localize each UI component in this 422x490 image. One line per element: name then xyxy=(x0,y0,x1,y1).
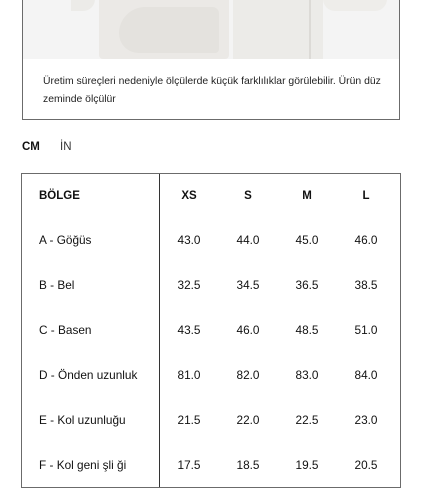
value-cell: 44.0 xyxy=(236,233,260,247)
product-image xyxy=(23,0,399,59)
unit-in-option[interactable]: İN xyxy=(60,141,72,153)
region-label xyxy=(39,230,91,250)
region-label xyxy=(39,275,74,295)
value-cell: 18.5 xyxy=(236,458,260,472)
region-letter: F xyxy=(39,458,47,472)
region-letter: A xyxy=(39,233,47,247)
table-row xyxy=(22,365,400,385)
region-label xyxy=(39,365,137,385)
value-cell: 22.5 xyxy=(295,413,319,427)
table-header-row xyxy=(22,186,400,206)
size-notice-panel xyxy=(22,0,400,120)
size-header-l: L xyxy=(362,190,370,202)
value-cell: 81.0 xyxy=(177,368,201,382)
value-cell: 43.5 xyxy=(177,323,201,337)
size-chart-table xyxy=(21,173,401,488)
value-cell: 20.5 xyxy=(354,458,378,472)
region-name: - Basen xyxy=(47,323,92,337)
value-cell: 83.0 xyxy=(295,368,319,382)
value-cell: 46.0 xyxy=(354,233,378,247)
table-row xyxy=(22,230,400,250)
region-name: - Kol geni şli ği xyxy=(46,458,127,472)
region-label xyxy=(39,410,126,430)
table-row xyxy=(22,320,400,340)
value-cell: 19.5 xyxy=(295,458,319,472)
table-row xyxy=(22,455,400,475)
measurement-notice-text: Üretim süreçleri nedeniyle ölçülerde küçük farklılıklar görülebilir. Ürün düz zeminde ölçülür xyxy=(43,76,381,105)
value-cell: 17.5 xyxy=(177,458,201,472)
size-header-m: M xyxy=(302,190,312,202)
garment-edge-shape xyxy=(323,0,387,11)
region-letter: D xyxy=(39,368,48,382)
size-header-s: S xyxy=(244,190,252,202)
region-header: BÖLGE xyxy=(39,190,80,202)
region-name: - Göğüs xyxy=(46,233,92,247)
value-cell: 82.0 xyxy=(236,368,260,382)
region-label xyxy=(39,455,126,475)
unit-cm-option[interactable]: CM xyxy=(22,141,40,153)
value-cell: 46.0 xyxy=(236,323,260,337)
value-cell: 43.0 xyxy=(177,233,201,247)
garment-sleeve-shape xyxy=(71,0,95,11)
region-letter: B xyxy=(39,278,47,292)
region-name: - Kol uzunluğu xyxy=(46,413,126,427)
region-letter: E xyxy=(39,413,47,427)
value-cell: 21.5 xyxy=(177,413,201,427)
value-cell: 51.0 xyxy=(354,323,378,337)
size-header-xs: XS xyxy=(181,190,197,202)
table-row xyxy=(22,275,400,295)
value-cell: 32.5 xyxy=(177,278,201,292)
region-letter: C xyxy=(39,323,48,337)
garment-drape-shape xyxy=(119,7,219,53)
region-label xyxy=(39,320,91,340)
value-cell: 48.5 xyxy=(295,323,319,337)
garment-seam xyxy=(309,0,311,59)
value-cell: 36.5 xyxy=(295,278,319,292)
table-row xyxy=(22,410,400,430)
value-cell: 23.0 xyxy=(354,413,378,427)
value-cell: 84.0 xyxy=(354,368,378,382)
region-name: - Önden uzunluk xyxy=(47,368,138,382)
value-cell: 34.5 xyxy=(236,278,260,292)
value-cell: 22.0 xyxy=(236,413,260,427)
value-cell: 45.0 xyxy=(295,233,319,247)
value-cell: 38.5 xyxy=(354,278,378,292)
region-name: - Bel xyxy=(46,278,75,292)
